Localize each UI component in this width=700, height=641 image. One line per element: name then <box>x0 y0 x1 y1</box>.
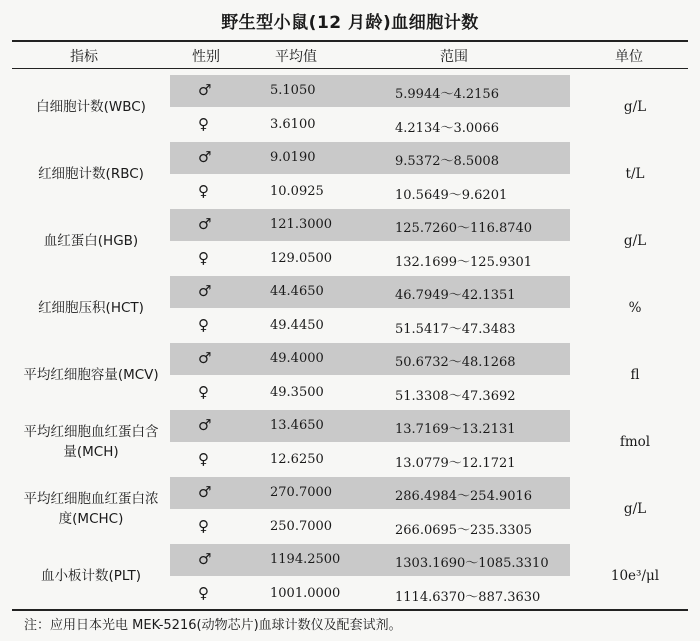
indicator-label: 平均红细胞容量(MCV) <box>23 366 159 383</box>
male-range: 46.7949～42.1351 <box>395 288 516 303</box>
male-symbol: ♂ <box>198 349 212 367</box>
female-symbol: ♀ <box>198 517 209 535</box>
female-mean: 3.6100 <box>270 117 316 132</box>
male-mean: 9.0190 <box>270 150 316 165</box>
male-symbol: ♂ <box>198 483 212 501</box>
indicator-label: 血红蛋白(HGB) <box>43 232 139 249</box>
female-mean: 49.3500 <box>270 385 324 400</box>
male-mean: 44.4650 <box>270 284 324 299</box>
female-mean: 250.7000 <box>270 519 333 534</box>
female-range: 1114.6370～887.3630 <box>395 590 541 605</box>
male-symbol: ♂ <box>198 550 212 568</box>
female-symbol: ♀ <box>198 450 209 468</box>
female-symbol: ♀ <box>198 316 209 334</box>
table-row <box>0 274 700 341</box>
unit-value: fmol <box>619 433 651 450</box>
female-range: 51.3308～47.3692 <box>395 389 516 404</box>
unit-value: g/L <box>623 500 647 517</box>
female-range: 51.5417～47.3483 <box>395 322 516 337</box>
indicator-name <box>12 140 170 207</box>
male-mean: 121.3000 <box>270 217 333 232</box>
table-row <box>0 140 700 207</box>
table-row <box>0 73 700 140</box>
unit-value: 10e³/μl <box>610 567 660 584</box>
indicator-name <box>12 542 170 609</box>
male-range: 125.7260～116.8740 <box>395 221 533 236</box>
male-range: 9.5372～8.5008 <box>395 154 499 169</box>
unit-value: fl <box>630 366 640 383</box>
indicator-label: 平均红细胞血红蛋白浓度(MCHC) <box>23 490 159 527</box>
female-range: 13.0779～12.1721 <box>395 456 516 471</box>
male-mean: 13.4650 <box>270 418 324 433</box>
male-mean: 1194.2500 <box>270 552 341 567</box>
male-range: 13.7169～13.2131 <box>395 422 516 437</box>
female-symbol: ♀ <box>198 115 209 133</box>
unit-value: % <box>628 299 642 316</box>
header-sex: 性别 <box>192 49 220 65</box>
table-row <box>0 475 700 542</box>
male-range: 1303.1690～1085.3310 <box>395 556 549 571</box>
footnote: 注：应用日本光电 MEK-5216(动物芯片)血球计数仪及配套试剂。 <box>24 618 402 633</box>
male-row-shading <box>170 142 570 174</box>
table-row <box>0 207 700 274</box>
female-range: 10.5649～9.6201 <box>395 188 508 203</box>
header-indicator: 指标 <box>70 49 98 65</box>
indicator-label: 红细胞压积(HCT) <box>38 299 144 316</box>
table-title: 野生型小鼠(12 月龄)血细胞计数 <box>221 13 479 33</box>
bottom-rule <box>12 609 688 611</box>
header-rule <box>12 68 688 69</box>
table-row <box>0 408 700 475</box>
female-mean: 12.6250 <box>270 452 324 467</box>
unit-value: g/L <box>623 232 647 249</box>
indicator-label: 白细胞计数(WBC) <box>36 98 146 115</box>
top-rule <box>12 40 688 42</box>
indicator-label: 血小板计数(PLT) <box>40 567 142 584</box>
female-mean: 129.0500 <box>270 251 333 266</box>
table-row <box>0 542 700 609</box>
header-range: 范围 <box>440 49 468 65</box>
female-symbol: ♀ <box>198 383 209 401</box>
header-unit: 单位 <box>615 49 643 65</box>
indicator-name <box>12 73 170 140</box>
female-mean: 49.4450 <box>270 318 324 333</box>
indicator-label: 平均红细胞血红蛋白含量(MCH) <box>23 423 159 460</box>
male-range: 50.6732～48.1268 <box>395 355 516 370</box>
unit-value: g/L <box>623 98 647 115</box>
male-symbol: ♂ <box>198 81 212 99</box>
male-mean: 49.4000 <box>270 351 324 366</box>
indicator-label: 红细胞计数(RBC) <box>38 165 144 182</box>
table-row <box>0 341 700 408</box>
female-symbol: ♀ <box>198 182 209 200</box>
female-range: 266.0695～235.3305 <box>395 523 533 538</box>
table-body <box>0 73 700 609</box>
indicator-name <box>12 274 170 341</box>
male-range: 5.9944～4.2156 <box>395 87 499 102</box>
female-mean: 1001.0000 <box>270 586 341 601</box>
indicator-name <box>12 475 170 542</box>
indicator-name <box>12 207 170 274</box>
male-mean: 5.1050 <box>270 83 316 98</box>
female-symbol: ♀ <box>198 584 209 602</box>
female-range: 4.2134～3.0066 <box>395 121 499 136</box>
unit-value: t/L <box>625 165 645 182</box>
indicator-name <box>12 341 170 408</box>
female-range: 132.1699～125.9301 <box>395 255 533 270</box>
male-range: 286.4984～254.9016 <box>395 489 533 504</box>
male-row-shading <box>170 75 570 107</box>
male-symbol: ♂ <box>198 282 212 300</box>
female-symbol: ♀ <box>198 249 209 267</box>
male-mean: 270.7000 <box>270 485 333 500</box>
male-symbol: ♂ <box>198 148 212 166</box>
header-mean: 平均值 <box>275 49 317 65</box>
female-mean: 10.0925 <box>270 184 324 199</box>
indicator-name <box>12 408 170 475</box>
male-symbol: ♂ <box>198 215 212 233</box>
male-symbol: ♂ <box>198 416 212 434</box>
